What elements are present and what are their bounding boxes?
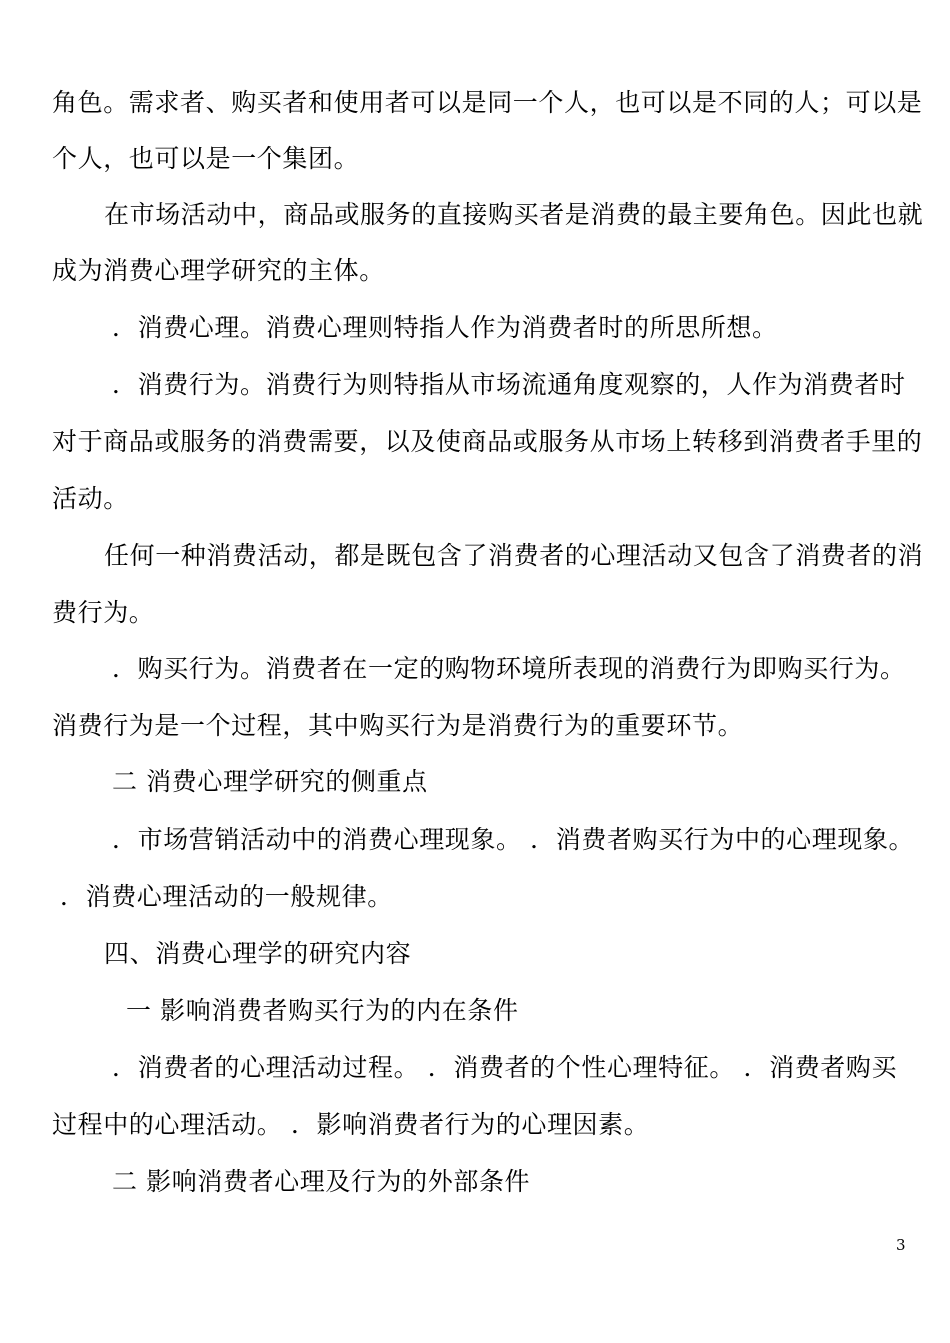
text-line-14: ．市场营销活动中的消费心理现象。 ．消费者购买行为中的心理现象。 xyxy=(112,825,915,854)
text-line-18: ．消费者的心理活动过程。 ．消费者的个性心理特征。 ．消费者购买 xyxy=(112,1053,898,1082)
page-number: 3 xyxy=(896,1236,906,1254)
text-line-1: 角色。需求者、购买者和使用者可以是同一个人，也可以是不同的人；可以是 xyxy=(52,88,923,117)
text-line-7: 对于商品或服务的消费需要，以及使商品或服务从市场上转移到消费者手里的 xyxy=(52,427,923,456)
text-line-10: 费行为。 xyxy=(52,598,155,627)
text-line-4: 成为消费心理学研究的主体。 xyxy=(52,256,385,285)
text-line-19: 过程中的心理活动。 ．影响消费者行为的心理因素。 xyxy=(52,1110,650,1139)
section-heading-focus: 二 消费心理学研究的侧重点 xyxy=(112,767,428,796)
text-line-9: 任何一种消费活动，都是既包含了消费者的心理活动又包含了消费者的消 xyxy=(104,541,924,570)
text-line-5: ．消费心理。消费心理则特指人作为消费者时的所思所想。 xyxy=(112,313,778,342)
text-line-12: 消费行为是一个过程，其中购买行为是消费行为的重要环节。 xyxy=(52,711,744,740)
text-line-15: ．消费心理活动的一般规律。 xyxy=(60,882,393,911)
text-line-11: ．购买行为。消费者在一定的购物环境所表现的消费行为即购买行为。 xyxy=(112,654,906,683)
text-line-8: 活动。 xyxy=(52,484,129,513)
text-line-6: ．消费行为。消费行为则特指从市场流通角度观察的，人作为消费者时 xyxy=(112,370,906,399)
subsection-heading-internal: 一 影响消费者购买行为的内在条件 xyxy=(126,996,519,1025)
text-line-2: 个人，也可以是一个集团。 xyxy=(52,144,360,173)
subsection-heading-external: 二 影响消费者心理及行为的外部条件 xyxy=(112,1167,531,1196)
text-line-3: 在市场活动中，商品或服务的直接购买者是消费的最主要角色。因此也就 xyxy=(104,200,924,229)
section-heading-content: 四、消费心理学的研究内容 xyxy=(104,939,412,968)
